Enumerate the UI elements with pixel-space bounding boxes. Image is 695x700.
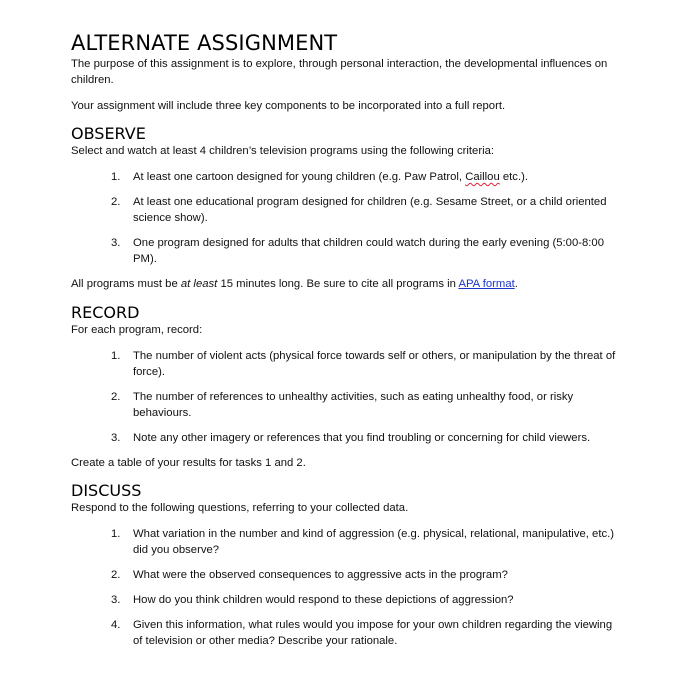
observe-footer	[71, 276, 619, 292]
observe-lead: Select and watch at least 4 children’s television programs using the following criteria:	[71, 145, 495, 157]
discuss-heading: DISCUSS	[71, 481, 142, 500]
page-title: ALTERNATE ASSIGNMENT	[71, 31, 338, 55]
list-text: Note any other imagery or references that you find troubling or concerning for child viewers.	[133, 432, 591, 444]
list-item	[71, 617, 619, 649]
list-text: What variation in the number and kind of aggression (e.g. physical, relational, manipulative, etc.) did you observe?	[133, 528, 615, 556]
list-number: 3.	[111, 594, 121, 606]
list-text: What were the observed consequences to aggressive acts in the program?	[133, 569, 508, 581]
list-item	[71, 567, 619, 583]
footer-text: .	[514, 278, 518, 290]
list-item	[71, 348, 619, 380]
emphasis-text: at least	[180, 278, 218, 290]
record-lead: For each program, record:	[71, 324, 203, 336]
list-text: At least one educational program designed for children (e.g. Sesame Street, or a child oriented science show).	[133, 196, 607, 224]
footer-text: 15 minutes long. Be sure to cite all programs in	[217, 278, 459, 290]
list-text: Given this information, what rules would you impose for your own children regarding the viewing of television or other media? Describe your rationale.	[133, 619, 613, 647]
document-page	[71, 30, 619, 658]
list-item	[71, 169, 619, 185]
list-text: How do you think children would respond to these depictions of aggression?	[133, 594, 514, 606]
list-text: At least one cartoon designed for young children (e.g. Paw Patrol,	[133, 171, 466, 183]
discuss-lead: Respond to the following questions, referring to your collected data.	[71, 502, 409, 514]
observe-heading: OBSERVE	[71, 124, 146, 143]
list-item	[71, 430, 619, 446]
discuss-list	[71, 526, 619, 649]
list-text: The number of references to unhealthy activities, such as eating unhealthy food, or risky behaviours.	[133, 391, 574, 419]
list-number: 1.	[111, 528, 121, 540]
list-number: 1.	[111, 350, 121, 362]
list-number: 3.	[111, 432, 121, 444]
list-number: 1.	[111, 171, 121, 183]
list-text: The number of violent acts (physical force towards self or others, or manipulation by the threat of force).	[133, 350, 616, 378]
list-item	[71, 235, 619, 267]
list-number: 2.	[111, 391, 121, 403]
spellcheck-flagged-word[interactable]: Caillou	[465, 171, 500, 183]
list-text: etc.).	[499, 171, 528, 183]
apa-format-link[interactable]: APA format	[458, 278, 515, 290]
list-number: 2.	[111, 196, 121, 208]
record-footer: Create a table of your results for tasks 1 and 2.	[71, 457, 306, 469]
footer-text: All programs must be	[71, 278, 181, 290]
components-paragraph: Your assignment will include three key components to be incorporated into a full report.	[71, 100, 506, 112]
list-number: 4.	[111, 619, 121, 631]
list-number: 3.	[111, 237, 121, 249]
record-heading: RECORD	[71, 303, 140, 322]
list-item	[71, 592, 619, 608]
list-number: 2.	[111, 569, 121, 581]
list-item	[71, 389, 619, 421]
observe-list	[71, 169, 619, 267]
record-list	[71, 348, 619, 446]
intro-paragraph: The purpose of this assignment is to explore, through personal interaction, the developmental influences on children.	[71, 58, 608, 86]
list-item	[71, 526, 619, 558]
list-item	[71, 194, 619, 226]
list-text: One program designed for adults that children could watch during the early evening (5:00-8:00 PM).	[133, 237, 604, 265]
